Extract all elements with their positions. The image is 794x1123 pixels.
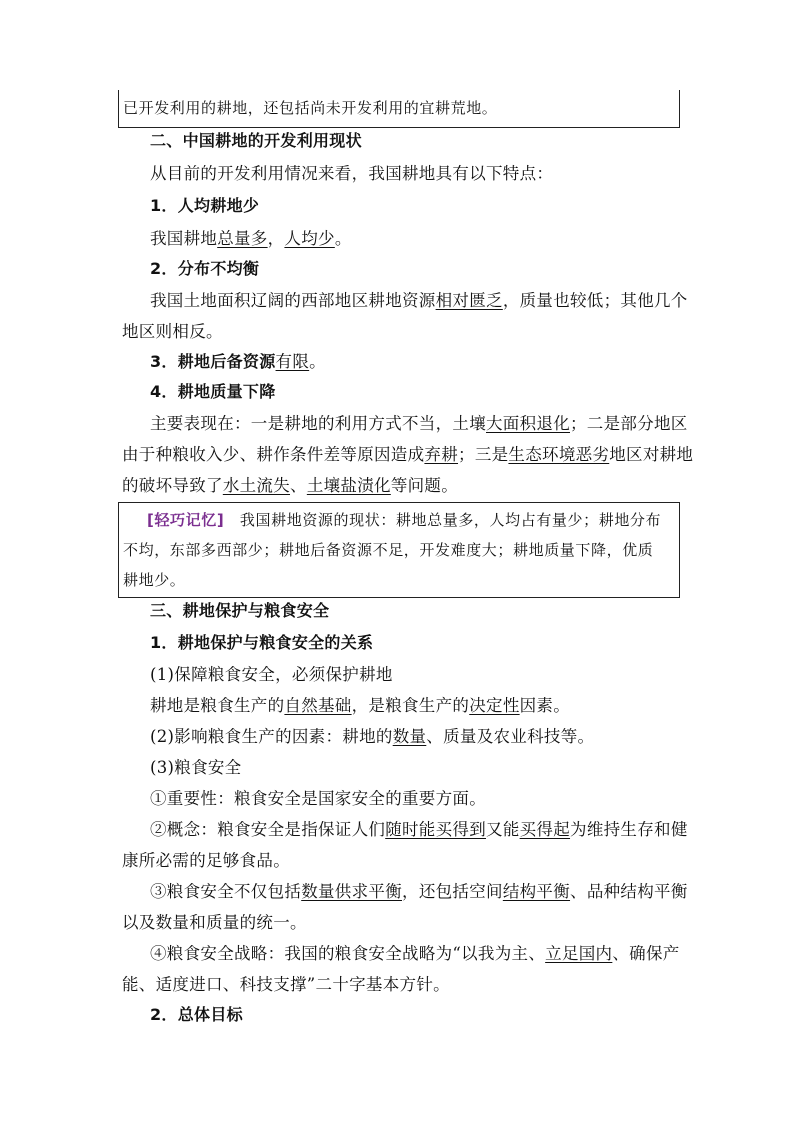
point-4-line-1: 主要表现在：一是耕地的利用方式不当，土壤大面积退化；二是部分地区 bbox=[150, 414, 688, 433]
circle-2-line-1: ②概念：粮食安全是指保证人们随时能买得到又能买得起为维持生存和健 bbox=[150, 820, 688, 839]
point-1-title: 1．人均耕地少 bbox=[150, 196, 260, 215]
point-1-text: 我国耕地总量多，人均少。 bbox=[150, 229, 352, 248]
memory-tip-tag: [轻巧记忆] bbox=[147, 511, 225, 529]
circle-1-text: ①重要性：粮食安全是国家安全的重要方面。 bbox=[150, 789, 486, 808]
item-3-title: (3)粮食安全 bbox=[150, 758, 242, 777]
subsection-1-title: 1．耕地保护与粮食安全的关系 bbox=[150, 633, 374, 652]
circle-3-line-1: ③粮食安全不仅包括数量供求平衡，还包括空间结构平衡、品种结构平衡 bbox=[150, 882, 688, 901]
memory-tip-line-1: [轻巧记忆] 我国耕地资源的现状：耕地总量多，人均占有量少；耕地分布 bbox=[147, 511, 662, 529]
item-1-text: 耕地是粮食生产的自然基础，是粮食生产的决定性因素。 bbox=[150, 696, 571, 715]
item-2-text: (2)影响粮食生产的因素：耕地的数量、质量及农业科技等。 bbox=[150, 727, 595, 746]
section-2-intro: 从目前的开发利用情况来看，我国耕地具有以下特点： bbox=[150, 164, 554, 183]
point-4-title: 4．耕地质量下降 bbox=[150, 382, 276, 401]
definition-box bbox=[118, 90, 680, 128]
circle-4-line-1: ④粮食安全战略：我国的粮食安全战略为“以我为主、立足国内、确保产 bbox=[150, 944, 680, 963]
point-2-line-1: 我国土地面积辽阔的西部地区耕地资源相对匮乏，质量也较低；其他几个 bbox=[150, 291, 688, 310]
memory-tip-line-2: 不均，东部多西部少；耕地后备资源不足，开发难度大；耕地质量下降，优质 bbox=[123, 541, 654, 559]
circle-2-line-2: 康所必需的足够食品。 bbox=[122, 851, 290, 870]
point-2-title: 2．分布不均衡 bbox=[150, 259, 260, 278]
subsection-2-title: 2．总体目标 bbox=[150, 1005, 243, 1024]
section-3-title: 三、耕地保护与粮食安全 bbox=[150, 601, 330, 620]
point-4-line-3: 的破坏导致了水土流失、土壤盐渍化等问题。 bbox=[122, 476, 459, 495]
memory-tip-line-3: 耕地少。 bbox=[123, 571, 186, 589]
point-3-text: 3．耕地后备资源有限。 bbox=[150, 352, 326, 371]
point-4-line-2: 由于种粮收入少、耕作条件差等原因造成弃耕；三是生态环境恶劣地区对耕地 bbox=[122, 445, 694, 464]
memory-tip-box bbox=[118, 502, 680, 598]
circle-4-line-2: 能、适度进口、科技支撑”二十字基本方针。 bbox=[122, 975, 450, 994]
circle-3-line-2: 以及数量和质量的统一。 bbox=[122, 913, 307, 932]
section-2-title: 二、中国耕地的开发利用现状 bbox=[150, 131, 362, 150]
point-2-line-2: 地区则相反。 bbox=[122, 322, 223, 341]
item-1-title: (1)保障粮食安全，必须保护耕地 bbox=[150, 665, 393, 684]
definition-text: 已开发利用的耕地，还包括尚未开发利用的宜耕荒地。 bbox=[123, 99, 498, 117]
